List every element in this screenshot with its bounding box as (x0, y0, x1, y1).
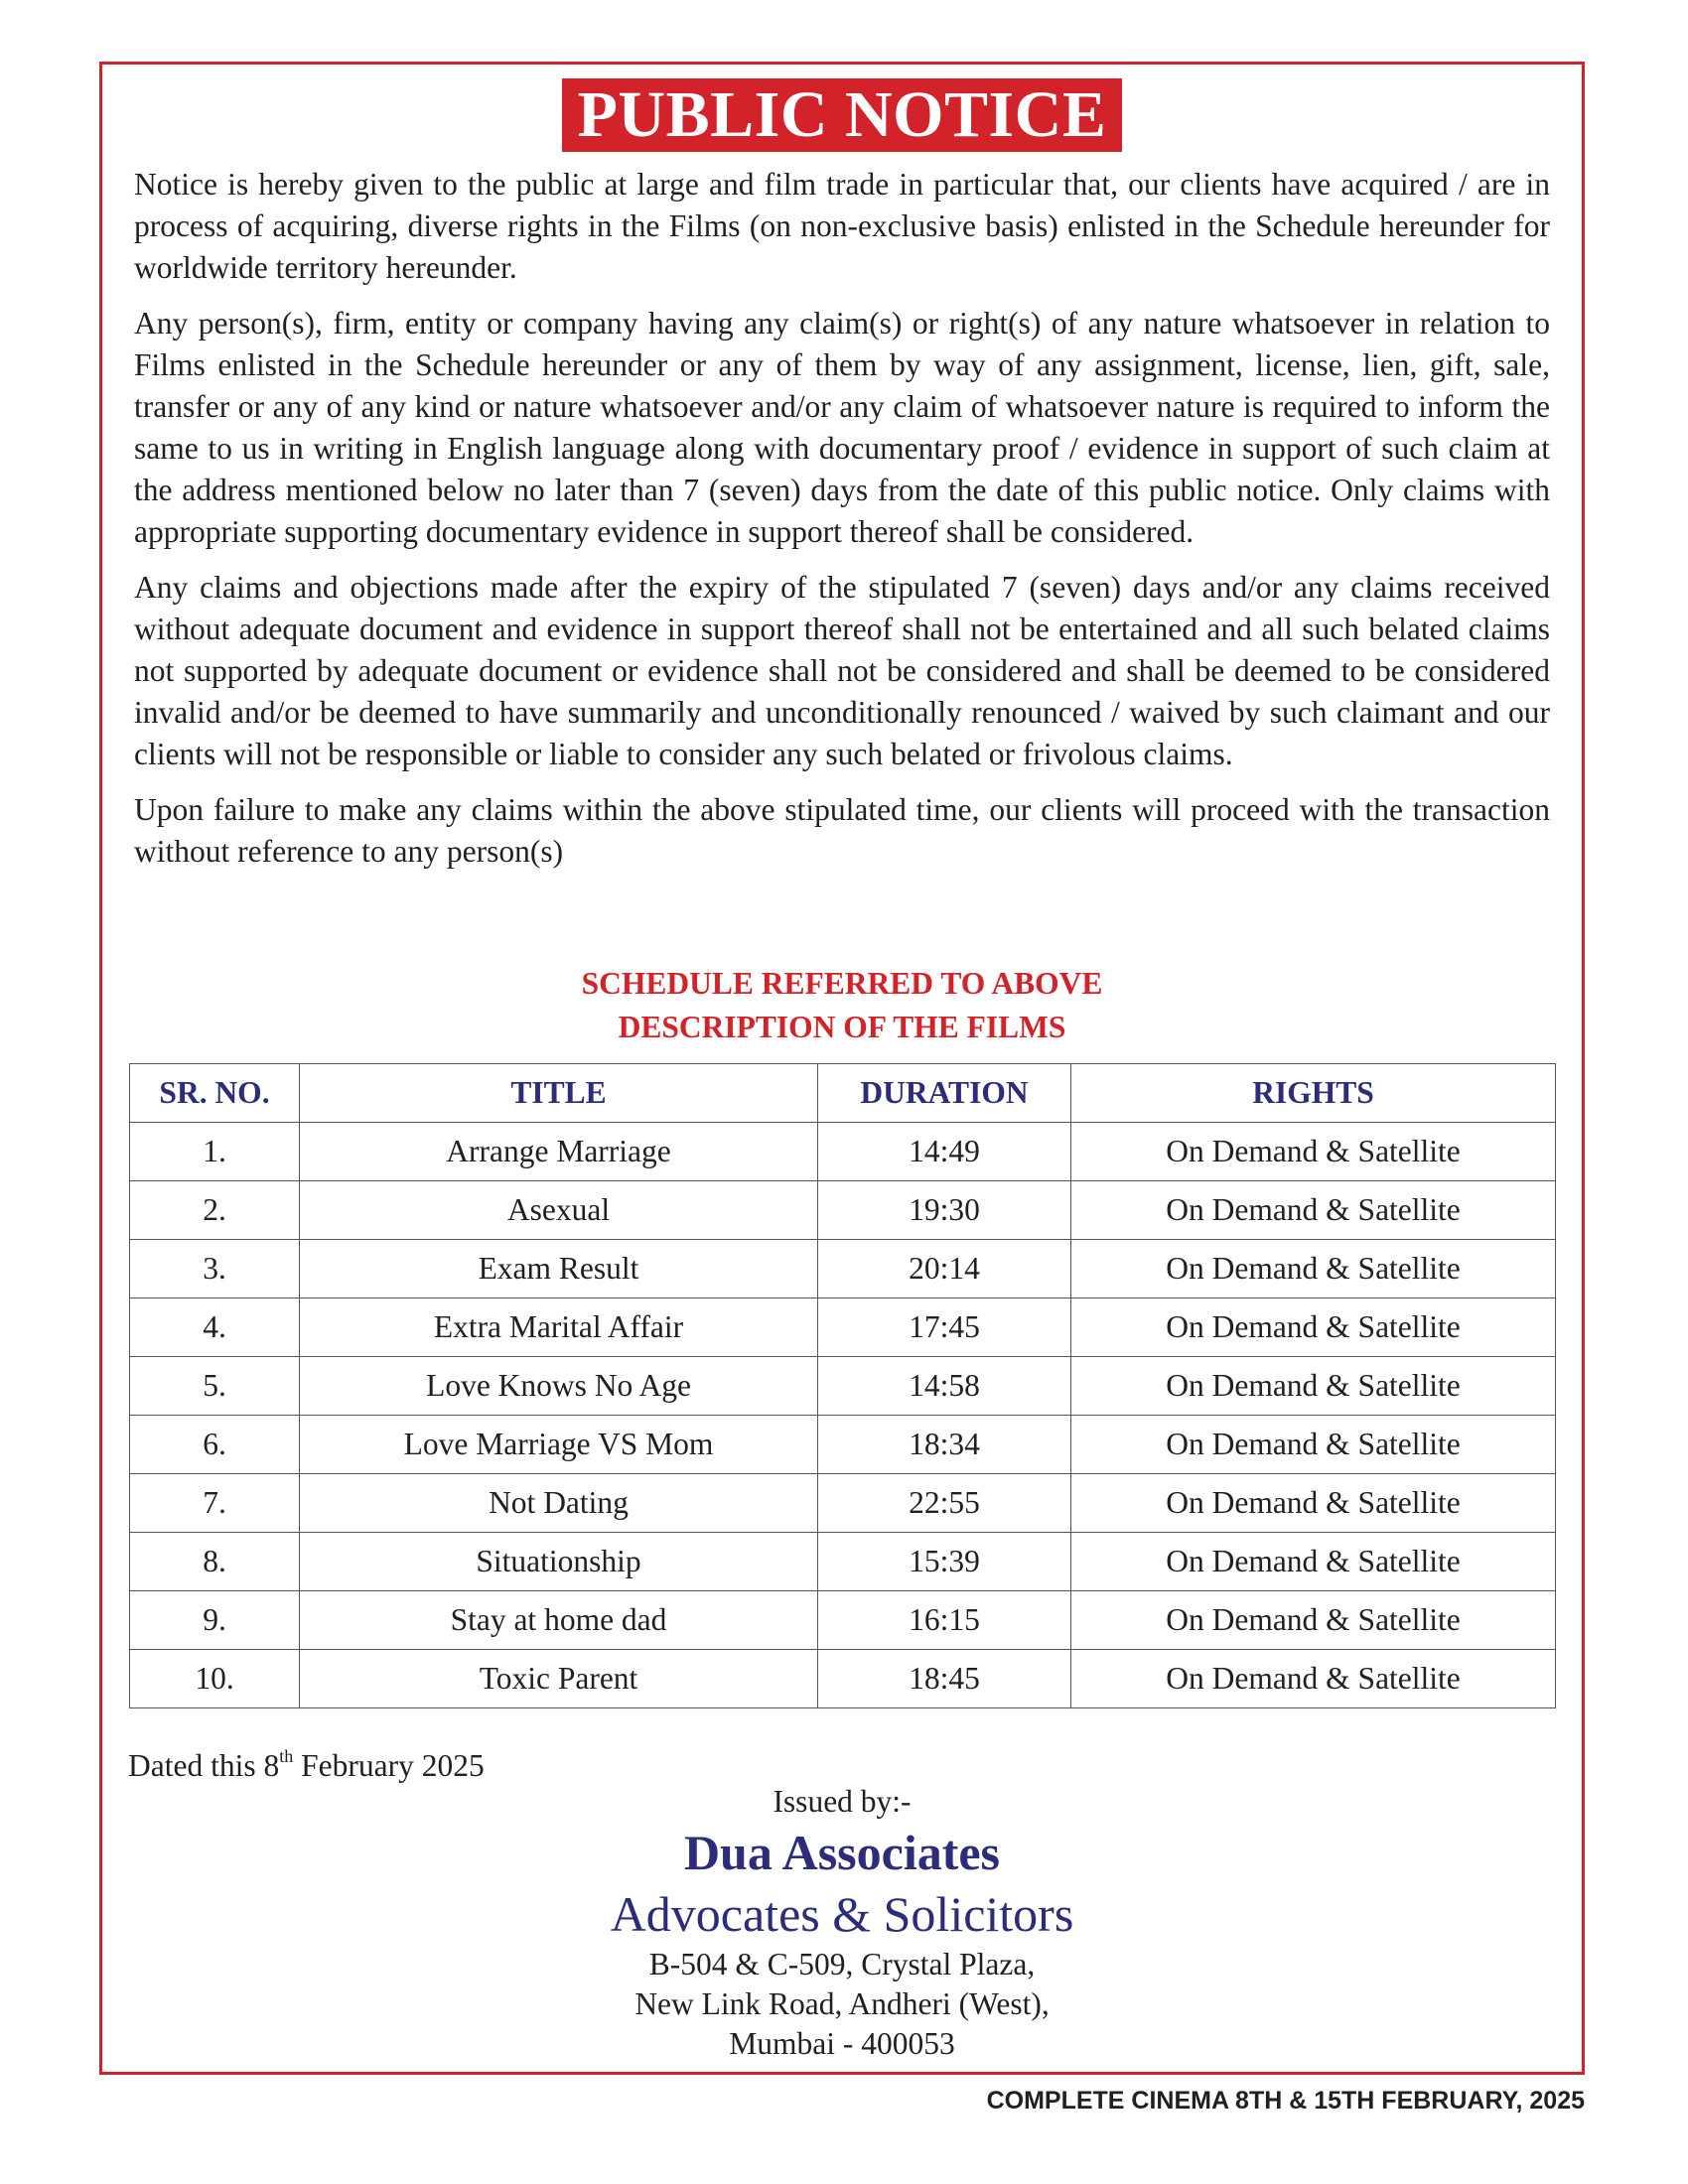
schedule-heading-line-1: SCHEDULE REFERRED TO ABOVE (581, 966, 1103, 1001)
cell-duration: 20:14 (818, 1240, 1071, 1298)
cell-rights: On Demand & Satellite (1071, 1298, 1556, 1357)
cell-sr-no: 3. (130, 1240, 300, 1298)
table-row (130, 1533, 1556, 1591)
firm-description: Advocates & Solicitors (610, 1886, 1074, 1942)
cell-duration: 18:45 (818, 1650, 1071, 1708)
notice-title: PUBLIC NOTICE (562, 78, 1123, 152)
schedule-heading (102, 962, 1582, 1049)
cell-sr-no: 1. (130, 1123, 300, 1181)
cell-sr-no: 8. (130, 1533, 300, 1591)
cell-rights: On Demand & Satellite (1071, 1240, 1556, 1298)
dated-prefix: Dated this 8 (128, 1748, 280, 1783)
cell-sr-no: 2. (130, 1181, 300, 1240)
cell-title: Asexual (300, 1181, 818, 1240)
cell-rights: On Demand & Satellite (1071, 1533, 1556, 1591)
address-line-1: B-504 & C-509, Crystal Plaza, (648, 1947, 1036, 1981)
publication-footer: COMPLETE CINEMA 8TH & 15TH FEBRUARY, 2025 (986, 2087, 1585, 2115)
issuer-block (102, 1782, 1582, 2064)
cell-sr-no: 6. (130, 1416, 300, 1474)
table-row (130, 1416, 1556, 1474)
cell-title: Arrange Marriage (300, 1123, 818, 1181)
cell-sr-no: 9. (130, 1591, 300, 1650)
cell-duration: 15:39 (818, 1533, 1071, 1591)
cell-duration: 14:49 (818, 1123, 1071, 1181)
notice-paragraph-2: Any person(s), firm, entity or company having any claim(s) or right(s) of any nature whatsoever in relation to Films enlisted in the Schedule hereunder or any of them by way of any assignment, license, lien, gift, sale, transfer or any of any kind or nature whatsoever and/or any claim of whatsoever nature is required to inform the same to us in writing in English language along with documentary proof / evidence in support of such claim at the address mentioned below no later than 7 (seven) days from the date of this public notice. Only claims with appropriate supporting documentary evidence in support thereof shall be considered. (134, 306, 1550, 549)
cell-rights: On Demand & Satellite (1071, 1474, 1556, 1533)
column-header-rights: RIGHTS (1071, 1064, 1556, 1123)
cell-rights: On Demand & Satellite (1071, 1357, 1556, 1416)
notice-body (134, 164, 1550, 887)
table-row (130, 1650, 1556, 1708)
cell-rights: On Demand & Satellite (1071, 1123, 1556, 1181)
cell-duration: 16:15 (818, 1591, 1071, 1650)
cell-title: Love Marriage VS Mom (300, 1416, 818, 1474)
table-row (130, 1240, 1556, 1298)
firm-name: Dua Associates (683, 1825, 1001, 1880)
cell-title: Love Knows No Age (300, 1357, 818, 1416)
cell-rights: On Demand & Satellite (1071, 1591, 1556, 1650)
notice-title-wrap (102, 78, 1582, 152)
public-notice-frame (99, 62, 1585, 2075)
cell-sr-no: 10. (130, 1650, 300, 1708)
issued-by-label: Issued by:- (773, 1784, 912, 1819)
table-header-row (130, 1064, 1556, 1123)
column-header-sr-no: SR. NO. (130, 1064, 300, 1123)
address-line-2: New Link Road, Andheri (West), (634, 1986, 1050, 2021)
cell-rights: On Demand & Satellite (1071, 1650, 1556, 1708)
cell-sr-no: 7. (130, 1474, 300, 1533)
cell-duration: 14:58 (818, 1357, 1071, 1416)
films-table (129, 1063, 1556, 1708)
cell-duration: 22:55 (818, 1474, 1071, 1533)
cell-duration: 17:45 (818, 1298, 1071, 1357)
cell-title: Exam Result (300, 1240, 818, 1298)
cell-duration: 19:30 (818, 1181, 1071, 1240)
cell-title: Not Dating (300, 1474, 818, 1533)
table-row (130, 1474, 1556, 1533)
schedule-heading-line-2: DESCRIPTION OF THE FILMS (618, 1010, 1066, 1044)
table-row (130, 1181, 1556, 1240)
cell-sr-no: 5. (130, 1357, 300, 1416)
notice-paragraph-4: Upon failure to make any claims within the above stipulated time, our clients will proceed with the transaction without reference to any person(s) (134, 792, 1550, 869)
cell-title: Toxic Parent (300, 1650, 818, 1708)
table-row (130, 1123, 1556, 1181)
cell-title: Situationship (300, 1533, 818, 1591)
address-line-3: Mumbai - 400053 (729, 2026, 955, 2061)
table-row (130, 1591, 1556, 1650)
cell-title: Extra Marital Affair (300, 1298, 818, 1357)
table-row (130, 1357, 1556, 1416)
dated-line (128, 1746, 485, 1786)
notice-paragraph-3: Any claims and objections made after the expiry of the stipulated 7 (seven) days and/or any claims received without adequate document and evidence in support thereof shall not be entertained and all such belated claims not supported by adequate document or evidence shall not be considered and shall be deemed to be considered invalid and/or be deemed to have summarily and unconditionally renounced / waived by such claimant and our clients will not be responsible or liable to consider any such belated or frivolous claims. (134, 570, 1550, 771)
dated-suffix: February 2025 (293, 1748, 485, 1783)
dated-superscript: th (279, 1746, 294, 1766)
table-row (130, 1298, 1556, 1357)
cell-sr-no: 4. (130, 1298, 300, 1357)
column-header-title: TITLE (300, 1064, 818, 1123)
column-header-duration: DURATION (818, 1064, 1071, 1123)
notice-paragraph-1: Notice is hereby given to the public at large and film trade in particular that, our clients have acquired / are in process of acquiring, diverse rights in the Films (on non-exclusive basis) enlisted in the Schedule hereunder for worldwide territory hereunder. (134, 167, 1550, 285)
cell-rights: On Demand & Satellite (1071, 1416, 1556, 1474)
cell-duration: 18:34 (818, 1416, 1071, 1474)
cell-title: Stay at home dad (300, 1591, 818, 1650)
cell-rights: On Demand & Satellite (1071, 1181, 1556, 1240)
